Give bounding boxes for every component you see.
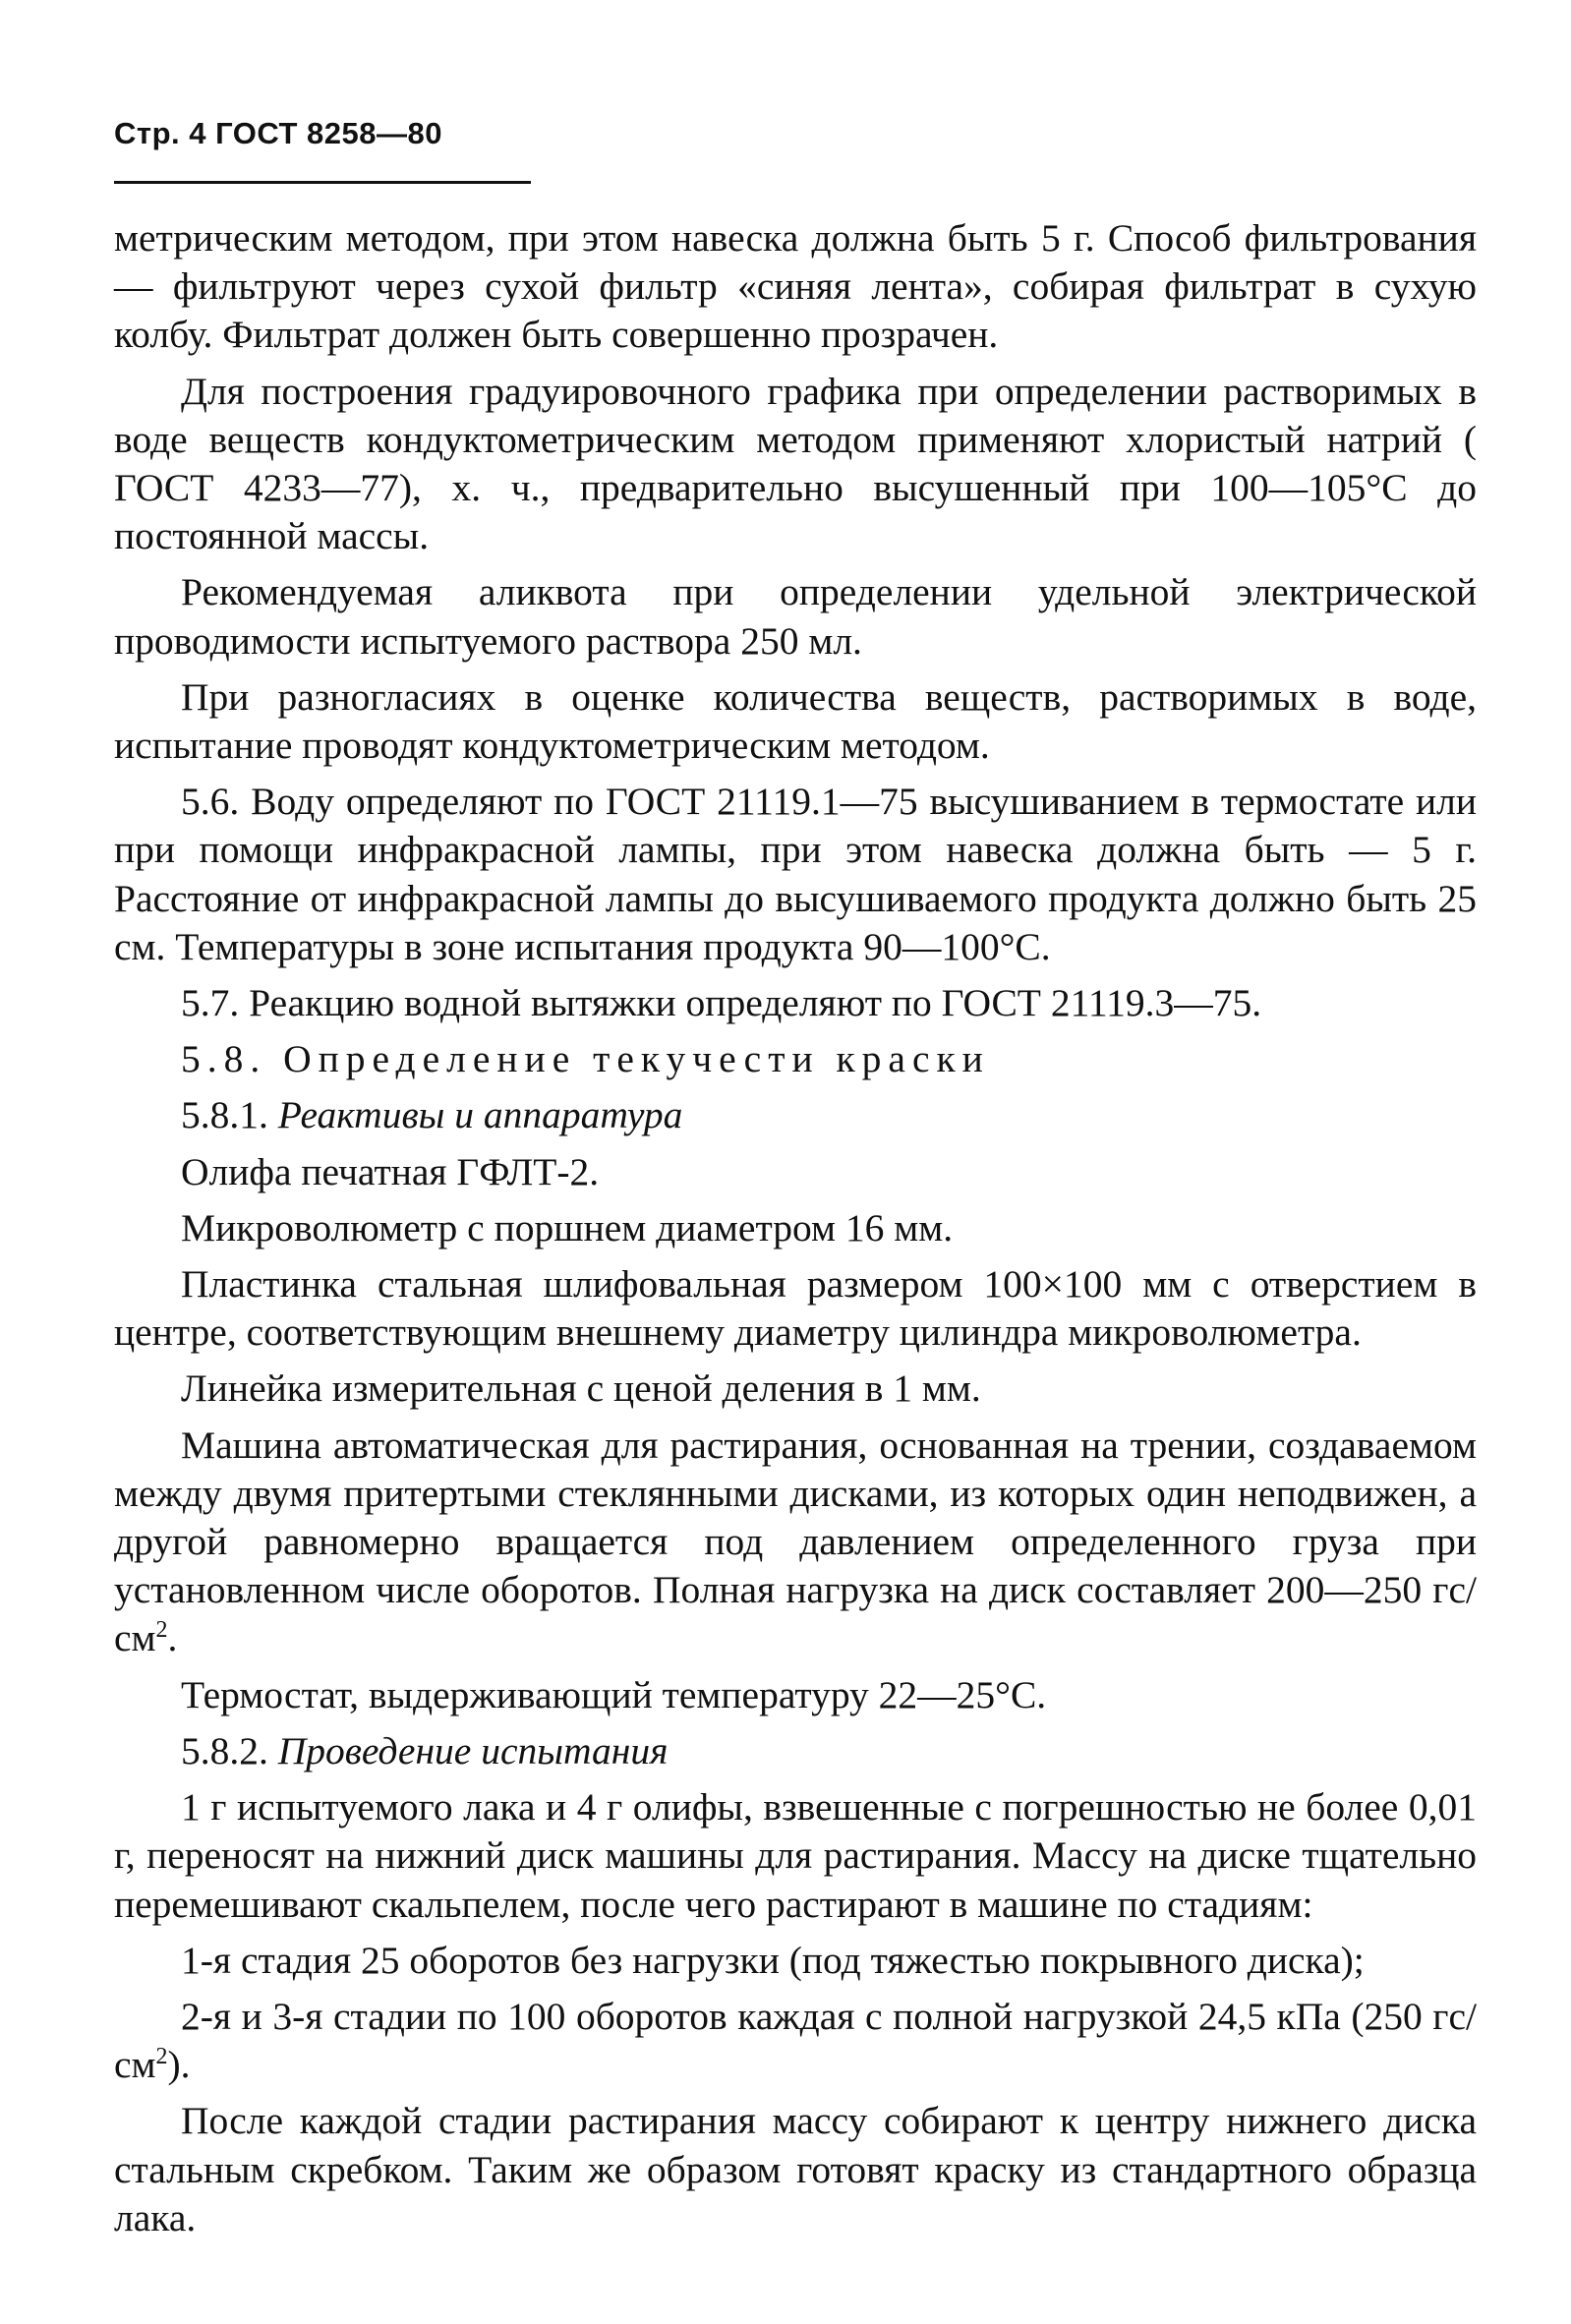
superscript: 2 (155, 2043, 168, 2069)
subsection-number: 5.8.1. (181, 1093, 268, 1137)
paragraph-steel-plate: Пластинка стальная шлифовальная размером 100×100 мм с отверстием в центре, соответствующим внешнему диаметру цилиндра микроволюметра. (114, 1262, 1477, 1355)
paragraph-thermostat: Термостат, выдерживающий температуру 22—25°С. (181, 1672, 1047, 1716)
subsection-title: Проведение испытания (277, 1728, 669, 1772)
paragraph-grinding-machine (114, 1422, 1477, 1663)
paragraph-5-6-water: 5.6. Воду определяют по ГОСТ 21119.1—75 высушиванием в термостате или при помощи инфракрасной лампы, при этом навеска должна быть — 5 г. Расстояние от инфракрасной лампы до высушиваемого продукта должно быть 25 см. Температуры в зоне испытания продукта 90—100°С. (114, 780, 1477, 968)
paragraph-text: Машина автоматическая для растирания, основанная на трении, создаваемом между двумя притертыми стеклянными дисками, из которых один неподвижен, а другой равномерно вращается под давлением определенного груза при установленном числе оборотов. Полная нагрузка на диск составляет 200—250 гс/см (114, 1423, 1477, 1660)
page-header (114, 116, 442, 151)
paragraph-collection: После каждой стадии растирания массу собирают к центру нижнего диска стальным скребком. Таким же образом готовят краску из стандартного образца лака. (114, 2099, 1477, 2239)
subsection-5-8-2-heading (114, 1727, 1477, 1775)
paragraph-tail: ). (167, 2043, 191, 2087)
paragraph-disagreement: При разногласиях в оценке количества веществ, растворимых в воде, испытание проводят кондуктометрическим методом. (114, 674, 1477, 768)
page-number: Стр. 4 (114, 116, 206, 150)
subsection-5-8-1-heading (114, 1091, 1477, 1139)
paragraph-test-procedure: 1 г испытуемого лака и 4 г олифы, взвешенные с погрешностью не более 0,01 г, переносят на нижний диск машины для растирания. Массу на диске тщательно перемешивают скальпелем, после чего растирают в машине по стадиям: (114, 1785, 1477, 1926)
paragraph-text: 2-я и 3-я стадии по 100 оборотов каждая с полной нагрузкой 24,5 кПа (250 гс/см (114, 1994, 1477, 2087)
document-body (114, 214, 1477, 2250)
paragraph-microvolumeter: Микроволюметр с поршнем диаметром 16 мм. (181, 1205, 954, 1249)
header-rule (114, 181, 531, 184)
standard-number: ГОСТ 8258—80 (215, 116, 442, 150)
paragraph-drying-oil: Олифа печатная ГФЛТ-2. (181, 1149, 600, 1193)
section-5-8-heading: 5.8. Определение текучести краски (181, 1037, 990, 1081)
paragraph-tail: . (167, 1616, 178, 1660)
subsection-title: Реактивы и аппаратура (277, 1093, 683, 1137)
subsection-number: 5.8.2. (181, 1728, 268, 1772)
paragraph-stage-1: 1-я стадия 25 оборотов без нагрузки (под тяжестью покрывного диска); (181, 1938, 1365, 1982)
paragraph-ruler: Линейка измерительная с ценой деления в 1 мм. (181, 1366, 981, 1411)
paragraph-filtration-continuation: метрическим методом, при этом навеска должна быть 5 г. Способ фильтрования — фильтруют через сухой фильтр «синяя лента», собирая фильтрат в сухую колбу. Фильтрат должен быть совершенно прозрачен. (114, 216, 1477, 357)
paragraph-calibration: Для построения градуировочного графика при определении растворимых в воде веществ кондуктометрическим методом применяют хлористый натрий ( ГОСТ 4233—77), х. ч., предварительно высушенный при 100—105°С до постоянной массы. (114, 369, 1477, 558)
paragraph-stage-2-3 (114, 1993, 1477, 2089)
superscript: 2 (155, 1617, 168, 1644)
paragraph-aliquot: Рекомендуемая аликвота при определении удельной электрической проводимости испытуемого раствора 250 мл. (114, 570, 1477, 663)
paragraph-5-7-reaction: 5.7. Реакцию водной вытяжки определяют по ГОСТ 21119.3—75. (181, 981, 1262, 1025)
